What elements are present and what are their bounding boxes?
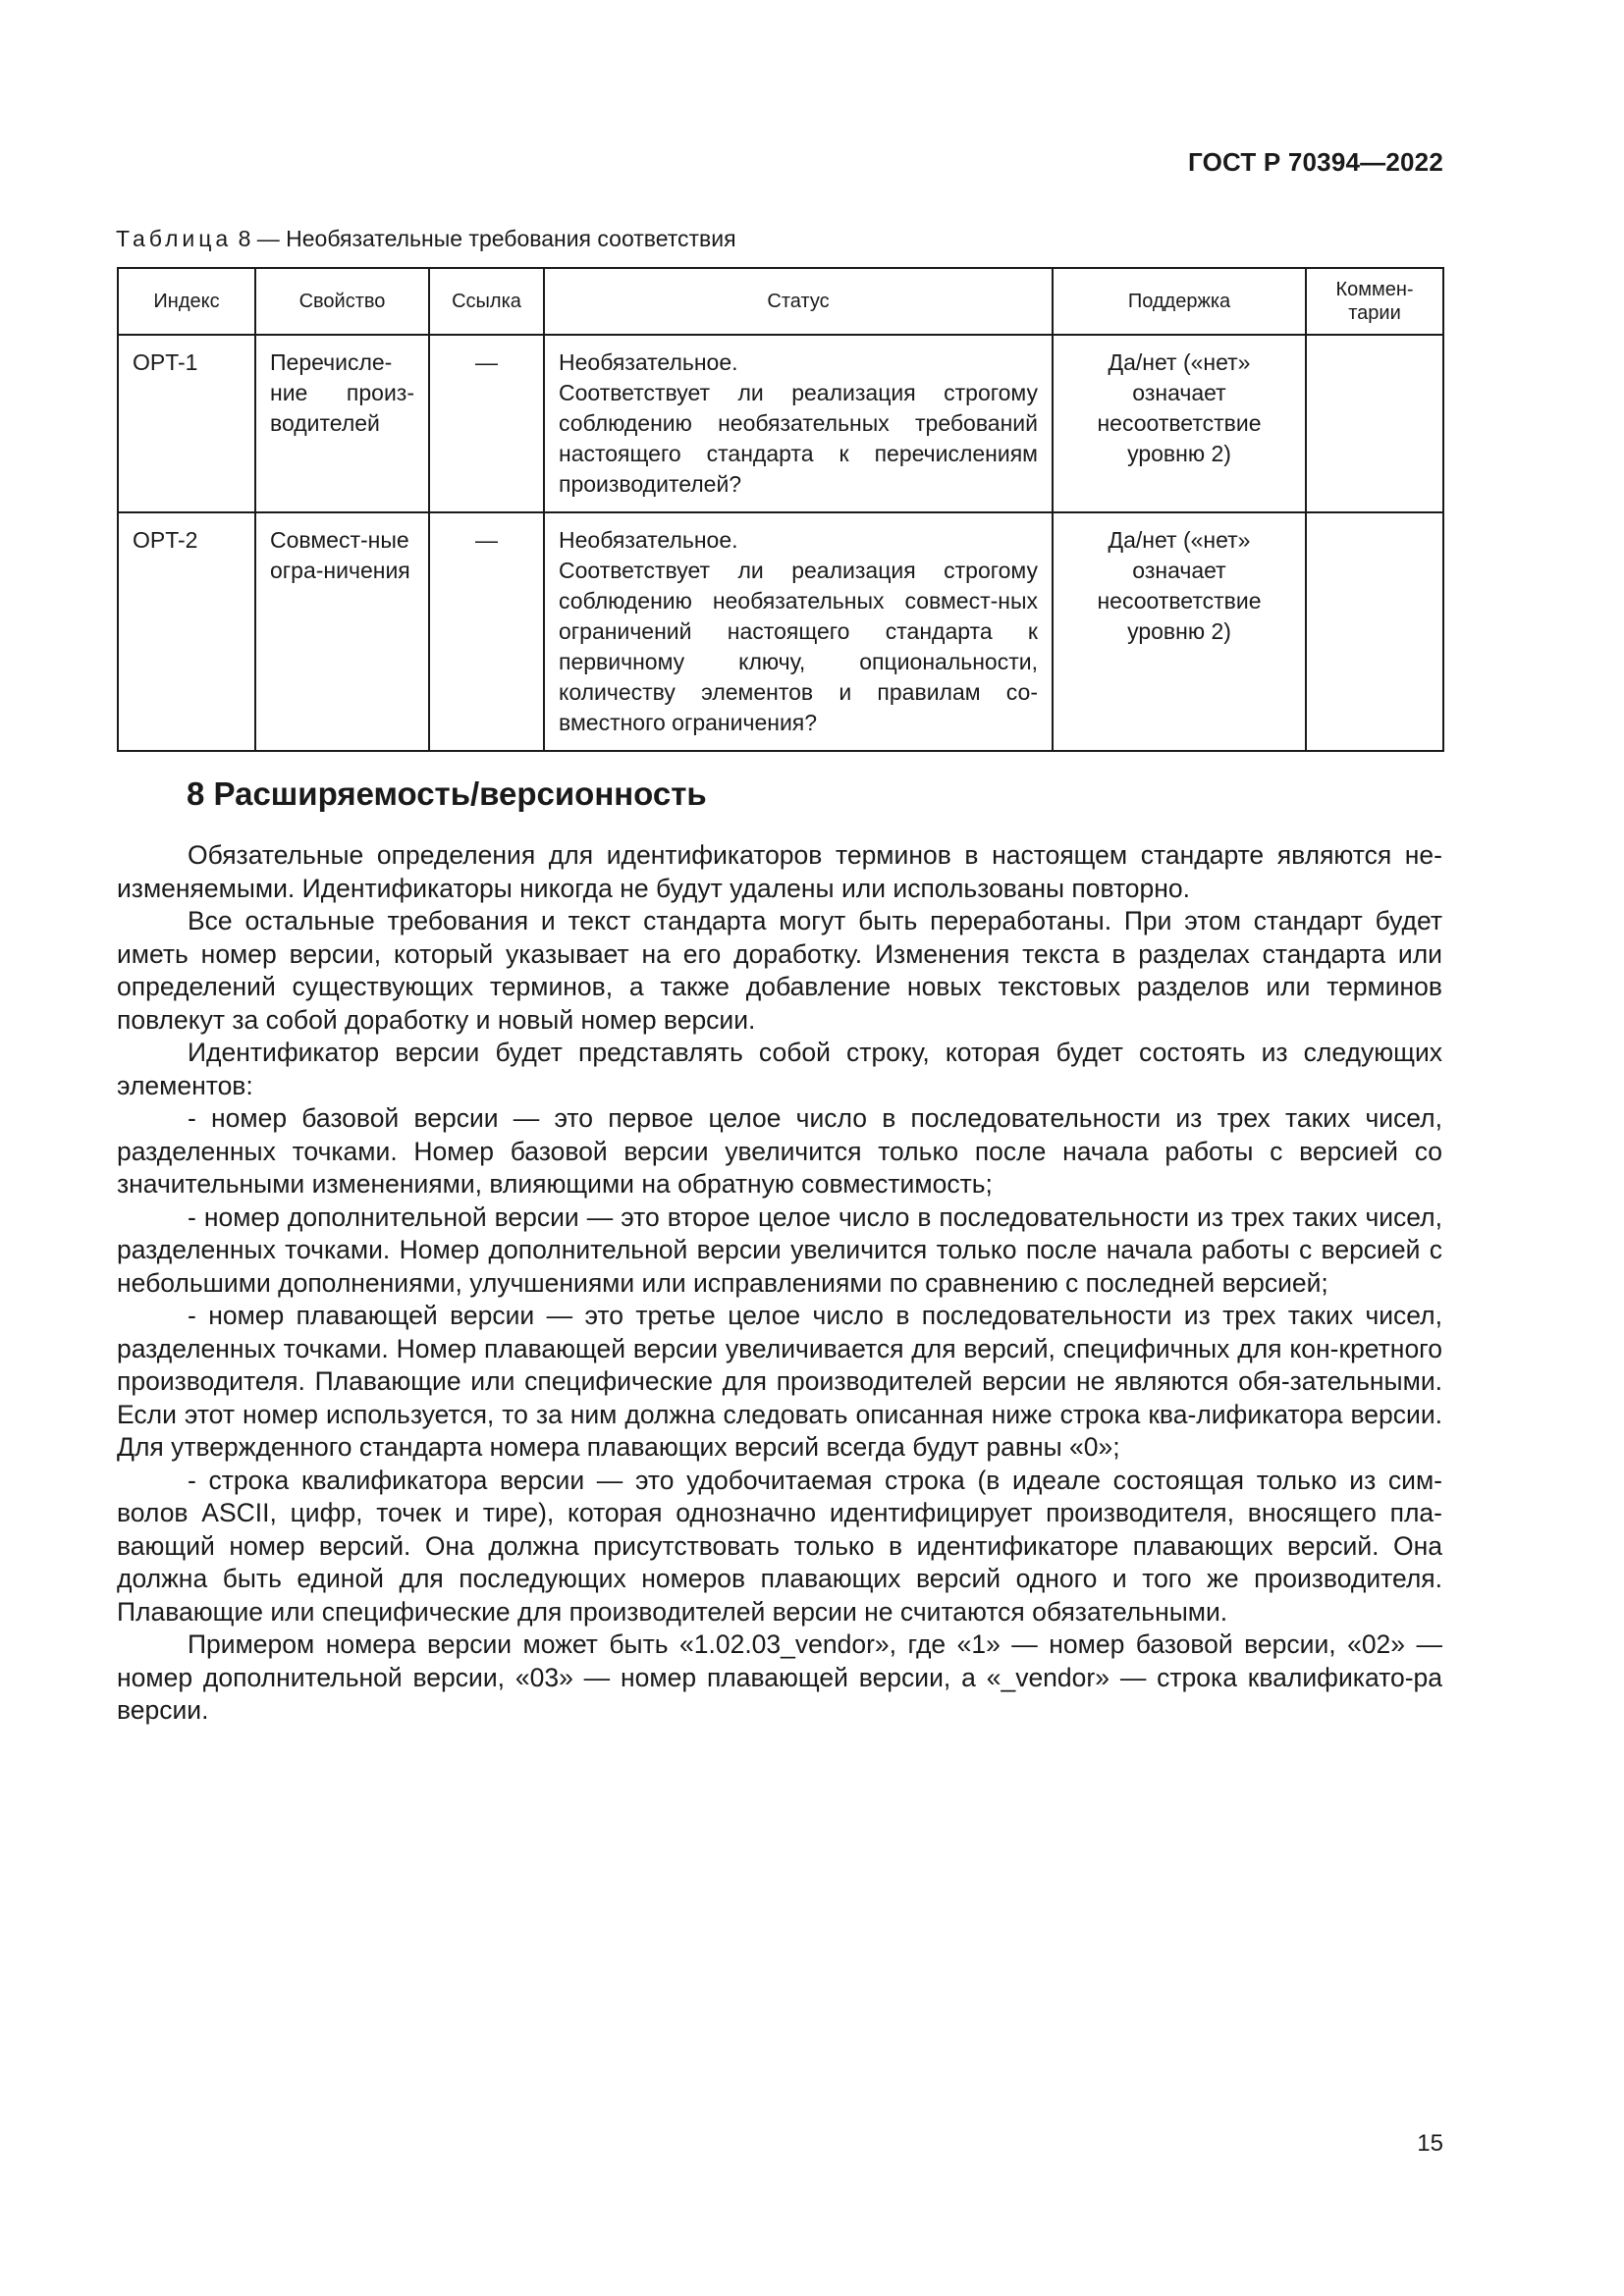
paragraph: Все остальные требования и текст стандарта могут быть переработаны. При этом стандарт будет иметь номер версии, который указывает на его доработку. Изменения текста в разделах стандарта или определений существующих терминов, а также добавление новых текстовых разделов или терминов повлекут за собой доработку и новый номер версии. [117, 906, 1442, 1035]
table-caption-label: Таблица [116, 226, 233, 251]
cell-status-title: Необязательное. [559, 349, 738, 375]
paragraph: Идентификатор версии будет представлять собой строку, которая будет состоять из следующих элементов: [117, 1038, 1442, 1100]
cell-reference: — [429, 512, 544, 751]
list-item: - номер плавающей версии — это третье целое число в последовательности из трех таких чисел, разделенных точками. Номер плавающей версии увеличивается для версий, специфичных для кон-кретного производителя. Плавающие или специфические для производителей версии не являются обя-зательными. Если этот номер используется, то за ним должна следовать описанная ниже строка ква-лификатора версии. Для утвержденного стандарта номера плавающих версий всегда будут равны «0»; [117, 1301, 1442, 1462]
cell-index: OPT-1 [118, 335, 255, 512]
cell-status [544, 335, 1053, 512]
column-header-property: Свойство [255, 268, 429, 335]
cell-status-title: Необязательное. [559, 527, 738, 553]
table-row [118, 512, 1443, 751]
table-row [118, 335, 1443, 512]
cell-support: Да/нет («нет» означает несоответствие уровню 2) [1053, 512, 1306, 751]
section-title: 8 Расширяемость/версионность [187, 775, 707, 812]
cell-comments [1306, 335, 1443, 512]
section-body [117, 839, 1442, 1728]
table-caption-text: 8 — Необязательные требования соответствия [238, 226, 736, 251]
table-header-row [118, 268, 1443, 335]
list-item: - номер дополнительной версии — это второе целое число в последовательности из трех таких чисел, разделенных точками. Номер дополнительной версии увеличится только после начала работы с версией с небольшими дополнениями, улучшениями или исправлениями по сравнению с последней версией; [117, 1201, 1442, 1298]
list-item: - строка квалификатора версии — это удобочитаемая строка (в идеале состоящая только из сим-волов ASCII, цифр, точек и тире), которая однозначно идентифицирует производителя, вносящего пла-вающий номер версий. Она должна присутствовать только в идентификаторе плавающих версий. Она должна быть единой для последующих номеров плавающих версий одного и того же производителя. Плавающие или специфические для производителей версии не считаются обязательными. [117, 1465, 1442, 1627]
table-caption [116, 226, 736, 252]
requirements-table [117, 267, 1444, 752]
cell-index: OPT-2 [118, 512, 255, 751]
cell-reference: — [429, 335, 544, 512]
list-item: - номер базовой версии — это первое целое число в последовательности из трех таких чисел, разделенных точками. Номер базовой версии увеличится только после начала работы с версией со значительными изменениями, влияющими на обратную совместимость; [117, 1103, 1442, 1199]
paragraph: Обязательные определения для идентификаторов терминов в настоящем стандарте являются не-изменяемыми. Идентификаторы никогда не будут удалены или использованы повторно. [117, 840, 1442, 903]
column-header-index: Индекс [118, 268, 255, 335]
cell-property: Совмест-ные огра-ничения [255, 512, 429, 751]
column-header-support: Поддержка [1053, 268, 1306, 335]
column-header-status: Статус [544, 268, 1053, 335]
column-header-reference: Ссылка [429, 268, 544, 335]
document-code: ГОСТ Р 70394—2022 [1188, 147, 1443, 177]
column-header-comments: Коммен-тарии [1306, 268, 1443, 335]
cell-support: Да/нет («нет» означает несоответствие уровню 2) [1053, 335, 1306, 512]
cell-status [544, 512, 1053, 751]
cell-status-text: Соответствует ли реализация строгому соблюдению необязательных требований настоящего стандарта к перечислениям производителей? [559, 380, 1038, 497]
cell-property: Перечисле-ние произ-водителей [255, 335, 429, 512]
page-number: 15 [1417, 2130, 1443, 2157]
cell-status-text: Соответствует ли реализация строгому соблюдению необязательных совмест-ных ограничений настоящего стандарта к первичному ключу, опциональности, количеству элементов и правилам со-вместного ограничения? [559, 558, 1038, 735]
cell-comments [1306, 512, 1443, 751]
paragraph: Примером номера версии может быть «1.02.03_vendor», где «1» — номер базовой версии, «02» — номер дополнительной версии, «03» — номер плавающей версии, а «_vendor» — строка квалификато-ра версии. [117, 1629, 1442, 1725]
